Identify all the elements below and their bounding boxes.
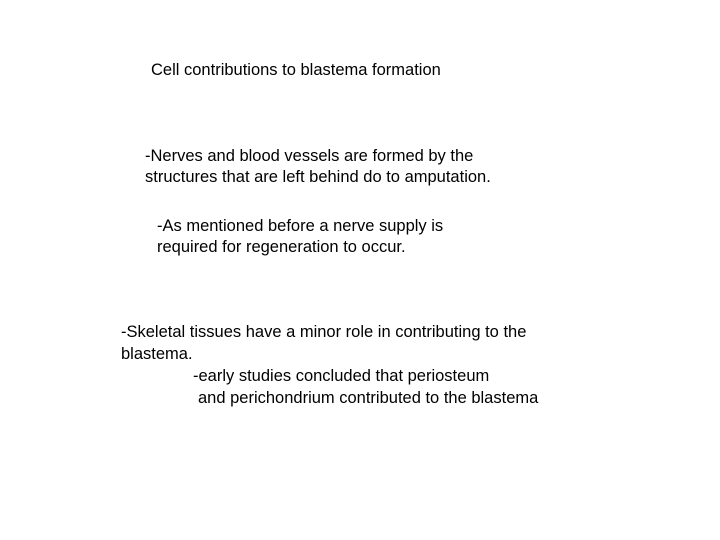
nerve-supply-line-2: required for regeneration to occur. bbox=[157, 238, 406, 256]
nerve-supply-line-1: -As mentioned before a nerve supply is bbox=[157, 217, 444, 235]
nerves-line-2: structures that are left behind do to amputation. bbox=[145, 168, 491, 186]
nerves-line-1: -Nerves and blood vessels are formed by the bbox=[145, 147, 474, 165]
skeletal-line-2: blastema. bbox=[121, 345, 193, 363]
skeletal-subpoint-line-1: -early studies concluded that periosteum bbox=[193, 367, 490, 385]
skeletal-subpoint-line-2: and perichondrium contributed to the blastema bbox=[198, 389, 539, 407]
slide-title: Cell contributions to blastema formation bbox=[151, 61, 441, 79]
skeletal-line-1: -Skeletal tissues have a minor role in contributing to the bbox=[121, 323, 527, 341]
